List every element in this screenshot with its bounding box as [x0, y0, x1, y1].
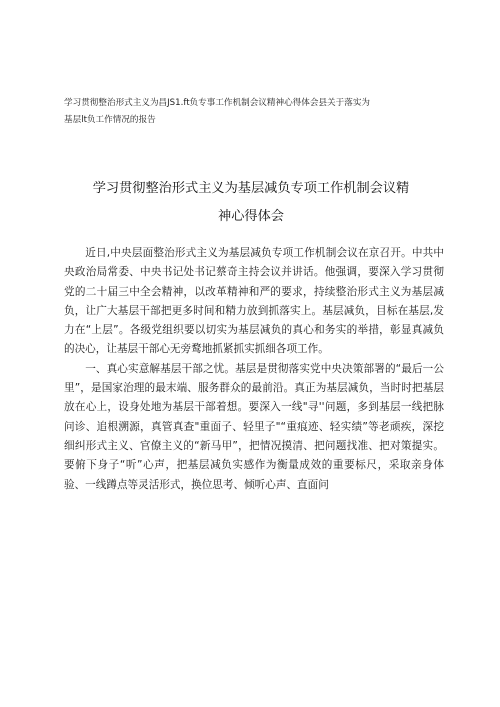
body-paragraph-2: 一、真心实意解基层干部之忧。基层是贯彻落实党中央决策部署的“最后一公里”，是国家治理的最末端、服务群众的最前沿。真正为基层减负，当时时把基层放在心上，设身处地为基层干部着想。要深入一线"寻''问题，多到基层一线把脉问诊、追根溯源，真管真查"重面子、轻里子"“重痕迹、轻实绩”等老顽疾，深挖细纠形式主义、官僚主义的“新马甲”，把情况摸清、把问题找准、把对策提实。要俯下身子“听”心声，把基层减负实感作为衡量成效的重要标尺，采取亲身体验、一线蹲点等灵活形式，换位思考、倾听心声、直面问: [64, 362, 444, 491]
document-header: [64, 95, 444, 129]
title-line-1: 学习贯彻整治形式主义为基层减负专项工作机制会议精: [92, 181, 410, 196]
header-line-2: 基层lt负工作情况的报告: [64, 115, 156, 125]
title-line-2: 神心得体会: [218, 209, 284, 224]
document-title: [58, 175, 444, 231]
document-body: [64, 244, 444, 495]
header-line-1: 学习贯彻整治形式主义为昌JS1.ft负专事工作机制会议精神心得体会县关于落实为: [64, 98, 371, 108]
body-paragraph-1: 近日,中央层面整治形式主义为基层减负专项工作机制会议在京召开。中共中央政治局常委、中央书记处书记蔡奇主持会议并讲话。他强调，要深入学习贯彻党的二十届三中全会精神，以改革精神和严的要求，持续整治形式主义为基层减负，让广大基层干部把更多时间和精力放到抓落实上。基层减负，目标在基层,发力在“上层”。各级党组织要以切实为基层减负的真心和务实的举措，彰显真减负的决心，让基层干部心无旁鹜地抓紧抓实抓细各项工作。: [64, 247, 444, 356]
